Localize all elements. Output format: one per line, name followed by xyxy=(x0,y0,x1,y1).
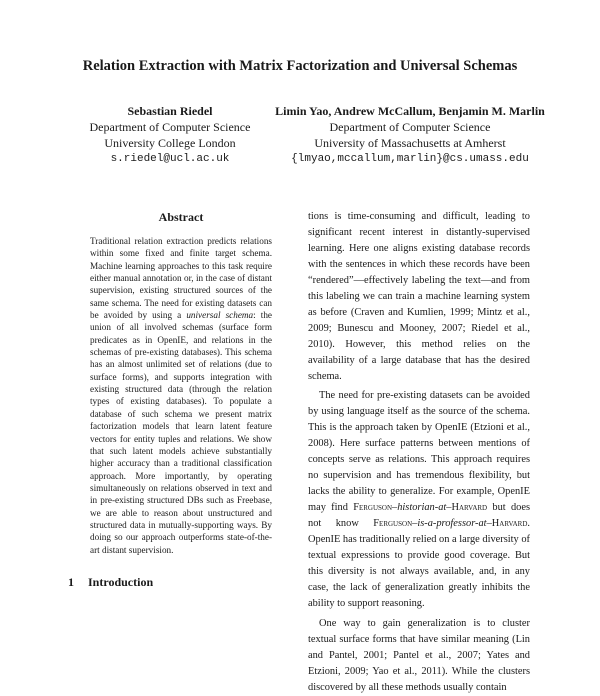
abstract-heading: Abstract xyxy=(158,210,204,224)
author-names: Limin Yao, Andrew McCallum, Benjamin M. Marlin xyxy=(275,104,545,118)
paragraph: One way to gain generalization is to cluster textual surface forms that have similar meaning (Lin and Pantel, 2001; Pantel et al., 2007; Yates and Etzioni, 2009; Yao et al., 2011). While the clusters discovered by all these methods usually contain xyxy=(308,617,530,693)
entity-name: Harvard xyxy=(451,502,488,514)
paragraph xyxy=(308,388,530,611)
author-email: s.riedel@ucl.ac.uk xyxy=(110,153,230,165)
relation-pattern: –historian-at– xyxy=(392,502,452,514)
relation-pattern: –is-a-professor-at– xyxy=(412,518,492,530)
abstract-text-part: Traditional relation extraction predicts relations within some fixed and finite target schema. Machine learning approaches to this task require either manual annotation or, in the case of distant supervision, existing structured sources of the same schema. The need for existing datasets can be avoided by using a xyxy=(90,236,272,321)
section-heading xyxy=(68,575,153,590)
section-title: Introduction xyxy=(88,575,154,589)
left-column xyxy=(90,210,272,556)
text-run: but does not know xyxy=(308,502,530,530)
paper-title: Relation Extraction with Matrix Factorization and Universal Schemas xyxy=(82,58,518,74)
author-institution: University College London xyxy=(104,136,236,150)
author-institution: University of Massachusetts at Amherst xyxy=(314,136,506,150)
abstract-body xyxy=(90,235,272,556)
author-department: Department of Computer Science xyxy=(89,120,251,134)
paragraph: tions is time-consuming and difficult, leading to significant recent interest in distantly-supervised learning. Here one aligns existing database records with the sentences in which these records have been “rendered”—effectively labeling the text—and from this labeling we can train a machine learning system as before (Craven and Kumlien, 1999; Mintz et al., 2009; Bunescu and Mooney, 2007; Riedel et al., 2010). However, this method relies on the availability of a large database that has the desired schema. xyxy=(308,211,530,382)
abstract-text-part: : the union of all involved schemas (surface form predicates as in OpenIE, and relations in the schemas of pre-existing databases). This schema has an almost unlimited set of relations (due to surface forms), and supports integration with existing structured data (through the relation types of existing databases). To populate a database of such schema we present matrix factorization models that learn latent feature vectors for entity tuples and relations. We show that such latent models achieve substantially higher accuracy than a traditional classification approach. More importantly, by operating simultaneously on relations observed in text and in pre-existing structured DBs such as Freebase, we are able to reason about unstructured and structured data in mutually-supporting ways. By doing so our approach outperforms state-of-the-art distant supervision. xyxy=(90,310,272,555)
author-email: {lmyao,mccallum,marlin}@cs.umass.edu xyxy=(291,153,529,165)
right-column xyxy=(308,209,530,696)
author-block-umass xyxy=(245,103,575,167)
entity-name: Ferguson xyxy=(353,502,393,514)
entity-name: Ferguson xyxy=(373,518,413,530)
author-department: Department of Computer Science xyxy=(329,120,491,134)
section-number: 1 xyxy=(68,575,74,589)
abstract-emphasis: universal schema xyxy=(186,310,254,321)
entity-name: Harvard xyxy=(491,518,528,530)
author-names: Sebastian Riedel xyxy=(127,104,213,118)
text-run: . OpenIE has traditionally relied on a large diversity of textual expressions to provide good coverage. But this diversity is not always available, and, in any case, the lack of generalization greatly inhibits the ability to support reasoning. xyxy=(308,518,530,609)
text-run: The need for pre-existing datasets can be avoided by using language itself as the source of the schema. This is the approach taken by OpenIE (Etzioni et al., 2008). Here surface patterns between mentions of concepts serve as relations. This approach requires no supervision and has tremendous flexibility, but lacks the ability to generalize. For example, OpenIE may find xyxy=(308,390,530,514)
